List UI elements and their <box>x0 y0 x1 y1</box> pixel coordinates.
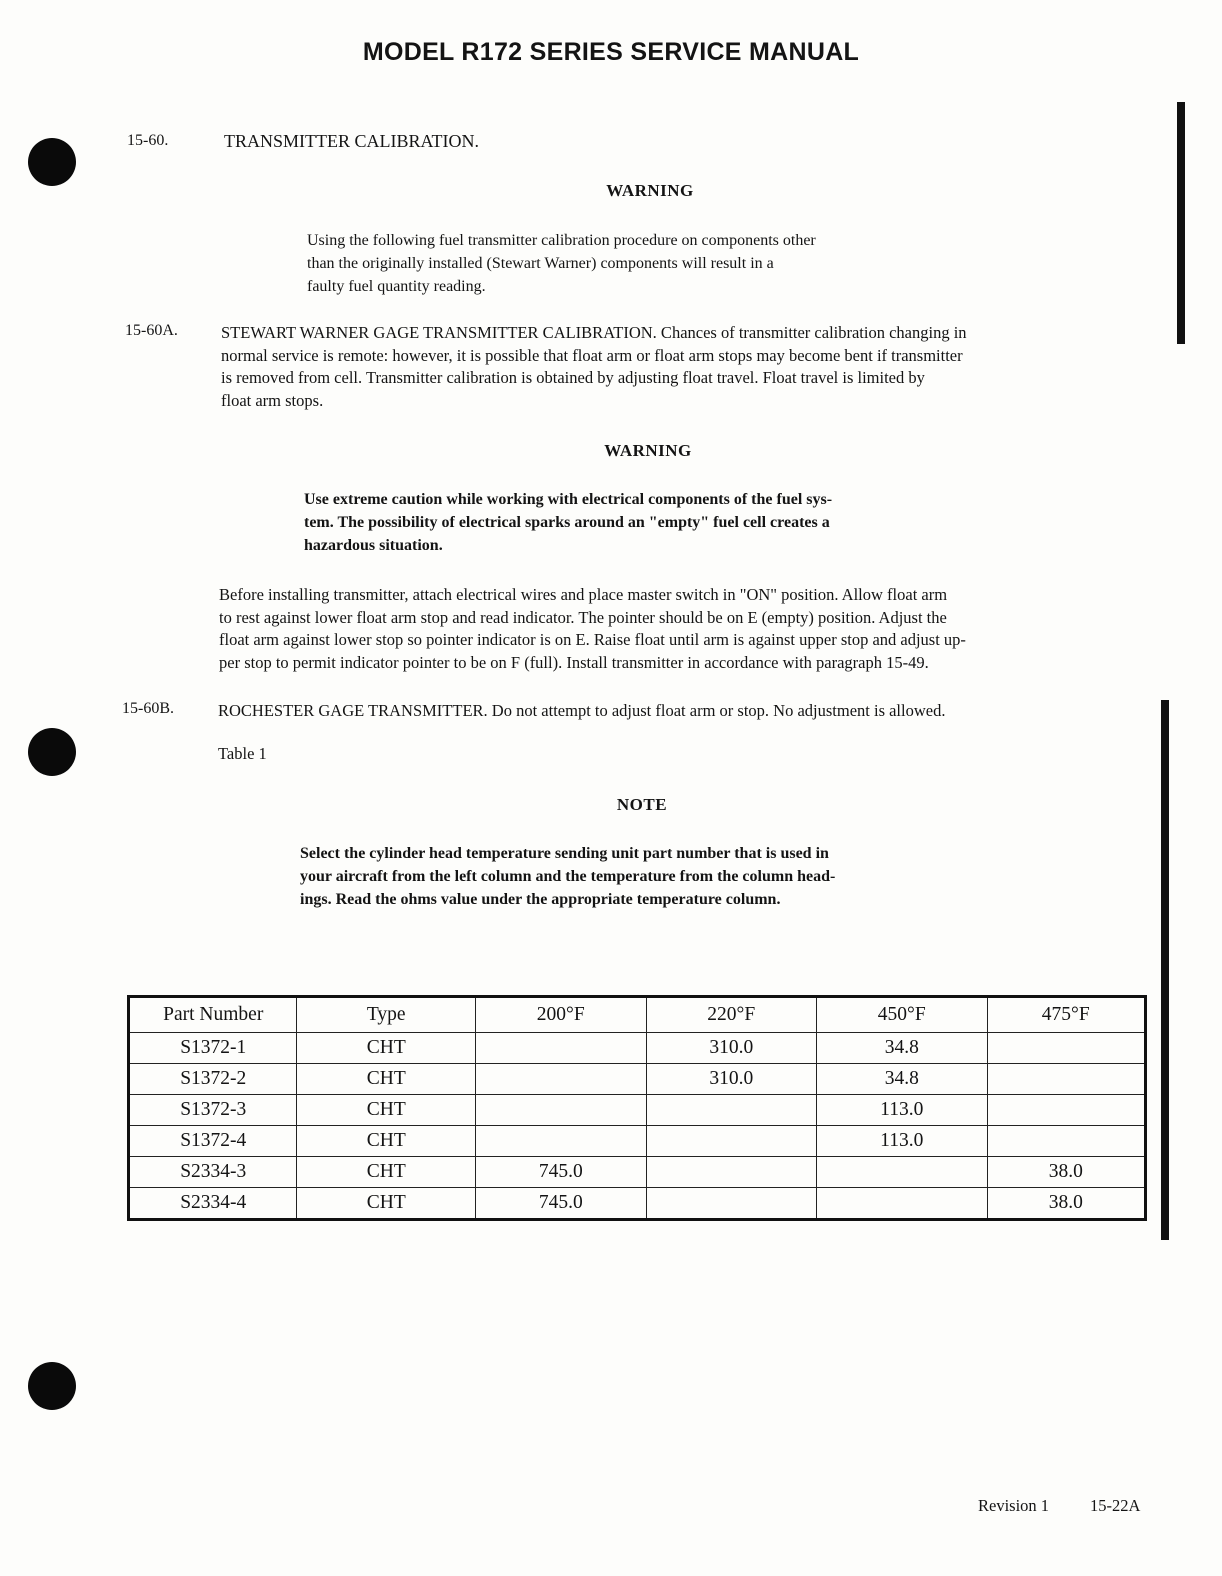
note-text <box>300 842 990 911</box>
column-header: 450°F <box>817 997 988 1033</box>
warning-text <box>304 488 984 557</box>
cht-resistance-table <box>127 995 1147 1221</box>
table-cell: S1372-3 <box>129 1095 297 1126</box>
warning-line: than the originally installed (Stewart Warner) components will result in a <box>307 255 774 272</box>
warning-text <box>307 229 987 298</box>
column-header: 475°F <box>987 997 1146 1033</box>
section-body <box>221 322 1171 412</box>
warning-label: WARNING <box>606 181 694 200</box>
table-cell <box>987 1064 1146 1095</box>
note-line: your aircraft from the left column and the temperature from the column head- <box>300 868 836 885</box>
warning-line: hazardous situation. <box>304 537 443 554</box>
body-line: is removed from cell. Transmitter calibration is obtained by adjusting float travel. Float travel is limited by <box>221 368 925 387</box>
warning-label: WARNING <box>604 441 692 460</box>
table-cell <box>646 1157 817 1188</box>
table-cell: CHT <box>297 1126 476 1157</box>
change-bar <box>1177 102 1185 344</box>
warning-line: tem. The possibility of electrical sparks around an "empty" fuel cell creates a <box>304 514 830 531</box>
body-line: Before installing transmitter, attach electrical wires and place master switch in "ON" position. Allow float arm <box>219 585 948 604</box>
table-cell <box>646 1095 817 1126</box>
note-line: Select the cylinder head temperature sending unit part number that is used in <box>300 845 829 862</box>
body-line: per stop to permit indicator pointer to be on F (full). Install transmitter in accordance with paragraph 15-49. <box>219 652 929 672</box>
section-number: 15-60. <box>127 132 169 149</box>
section-number: 15-60A. <box>125 322 178 339</box>
table-cell <box>987 1095 1146 1126</box>
body-line: to rest against lower float arm stop and read indicator. The pointer should be on E (empty) position. Adjust the <box>219 607 947 627</box>
table-row <box>129 1095 1146 1126</box>
table-cell <box>987 1033 1146 1064</box>
table-cell: CHT <box>297 1157 476 1188</box>
table-cell: S1372-2 <box>129 1064 297 1095</box>
column-header: 200°F <box>476 997 647 1033</box>
warning-line: faulty fuel quantity reading. <box>307 278 486 295</box>
page-number: 15-22A <box>1090 1496 1141 1515</box>
table-cell <box>646 1126 817 1157</box>
section-title: TRANSMITTER CALIBRATION. <box>224 131 479 151</box>
table-cell: 38.0 <box>987 1157 1146 1188</box>
section-body: ROCHESTER GAGE TRANSMITTER. Do not attempt to adjust float arm or stop. No adjustment is allowed. <box>218 701 946 720</box>
table-cell: 310.0 <box>646 1033 817 1064</box>
table-cell: S2334-3 <box>129 1157 297 1188</box>
body-line: STEWART WARNER GAGE TRANSMITTER CALIBRATION. Chances of transmitter calibration changing in <box>221 323 967 342</box>
table-caption: Table 1 <box>218 744 267 763</box>
table-cell: 745.0 <box>476 1188 647 1220</box>
table-cell <box>476 1033 647 1064</box>
table-cell: 113.0 <box>817 1095 988 1126</box>
table-cell <box>476 1064 647 1095</box>
table-cell: CHT <box>297 1064 476 1095</box>
body-line: normal service is remote: however, it is possible that float arm or float arm stops may become bent if transmitter <box>221 345 963 365</box>
punch-hole <box>28 728 76 776</box>
page-title: MODEL R172 SERIES SERVICE MANUAL <box>362 38 860 66</box>
installation-paragraph <box>219 584 1169 674</box>
table-cell: 310.0 <box>646 1064 817 1095</box>
table-cell: CHT <box>297 1095 476 1126</box>
note-line: ings. Read the ohms value under the appropriate temperature column. <box>300 891 781 908</box>
table-row <box>129 1126 1146 1157</box>
table-cell: CHT <box>297 1033 476 1064</box>
body-line: float arm against lower stop so pointer indicator is on E. Raise float until arm is against upper stop and adjust up- <box>219 630 966 649</box>
table-cell <box>476 1126 647 1157</box>
table-cell <box>817 1157 988 1188</box>
change-bar <box>1161 700 1169 1240</box>
punch-hole <box>28 1362 76 1410</box>
table-cell <box>646 1188 817 1220</box>
table-row <box>129 1157 1146 1188</box>
note-label: NOTE <box>616 795 668 814</box>
column-header: Type <box>297 997 476 1033</box>
table-header-row <box>129 997 1146 1033</box>
table-cell: 745.0 <box>476 1157 647 1188</box>
table-cell: 113.0 <box>817 1126 988 1157</box>
table-cell <box>817 1188 988 1220</box>
table-cell: S1372-4 <box>129 1126 297 1157</box>
table-cell: 34.8 <box>817 1064 988 1095</box>
table-cell <box>476 1095 647 1126</box>
table-cell <box>987 1126 1146 1157</box>
punch-hole <box>28 138 76 186</box>
table-cell: 34.8 <box>817 1033 988 1064</box>
table-row <box>129 1188 1146 1220</box>
table-cell: CHT <box>297 1188 476 1220</box>
table-row <box>129 1033 1146 1064</box>
table-cell: S2334-4 <box>129 1188 297 1220</box>
section-number: 15-60B. <box>122 700 174 717</box>
revision-label: Revision 1 <box>978 1496 1050 1515</box>
table-cell: 38.0 <box>987 1188 1146 1220</box>
column-header: 220°F <box>646 997 817 1033</box>
warning-line: Using the following fuel transmitter calibration procedure on components other <box>307 232 816 249</box>
table-row <box>129 1064 1146 1095</box>
column-header: Part Number <box>129 997 297 1033</box>
body-line: float arm stops. <box>221 390 324 410</box>
warning-line: Use extreme caution while working with electrical components of the fuel sys- <box>304 491 833 508</box>
table-cell: S1372-1 <box>129 1033 297 1064</box>
